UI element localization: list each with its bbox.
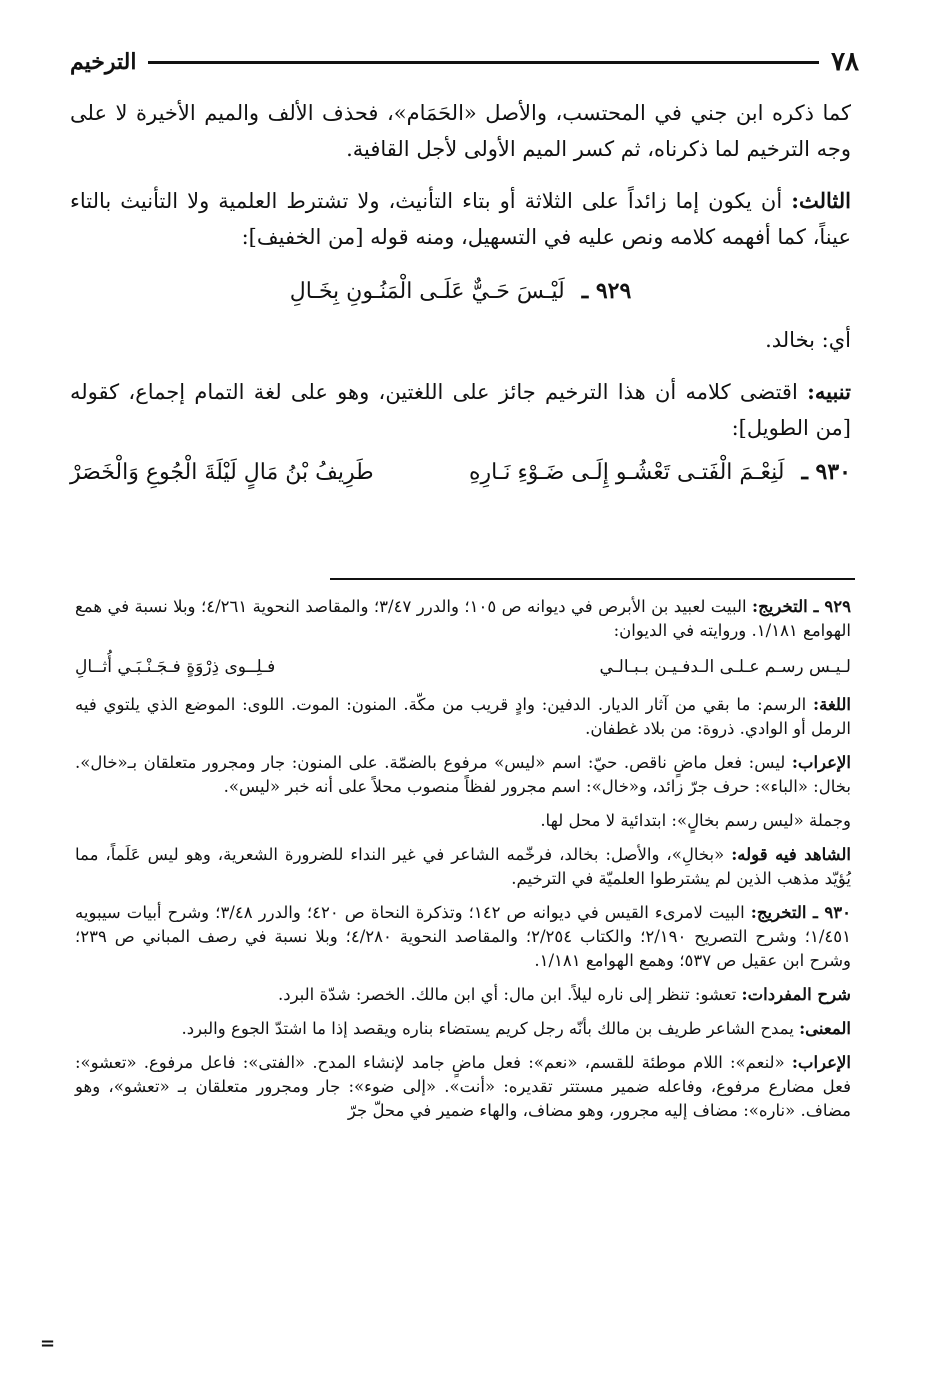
footnote-929-lugha-lead: اللغة: — [813, 695, 851, 714]
footnote-929-takhrij-text: البيت لعبيد بن الأبرص في ديوانه ص ١٠٥؛ والدرر ٣/٤٧؛ والمقاصد النحوية ٤/٢٦١؛ وبلا نسبة في همع الهوامع ١/١٨١. وروايته في الديوان: — [75, 597, 851, 640]
footnote-929-takhrij — [75, 595, 851, 643]
footnote-929-lugha-text: الرسم: ما بقي من آثار الديار. الدفين: وادٍ قريب من مكّة. المنون: الموت. اللوى: الموضع الذي يلتوي فيه الرمل أو الوادي. ذروة: من بلاد غطفان. — [75, 695, 851, 738]
verse-930-number: ٩٣٠ ـ — [801, 459, 851, 485]
paragraph-1: كما ذكره ابن جني في المحتسب، والأصل «الحَمَام»، فحذف الألف والميم الأخيرة لا على وجه الترخيم لما ذكرناه، ثم كسر الميم الأولى لأجل القافية. — [70, 101, 851, 161]
footnote-930-mufradat-lead: شرح المفردات: — [741, 985, 851, 1004]
footnote-930-mana-text: يمدح الشاعر طريف بن مالك بأنّه رجل كريم يستضاء بناره ويقصد إذا ما اشتدّ الجوع والبرد. — [181, 1019, 794, 1038]
footnote-929-shahid-lead: الشاهد فيه قوله: — [731, 845, 851, 864]
footnote-929-verse-second: فـلِــوى ذِرْوَةٍ فـجَـنْـبَـي أُثــالِ — [75, 657, 276, 677]
paragraph-2-lead: الثالث: — [791, 188, 852, 213]
page-header — [70, 42, 859, 82]
footnote-930-mana — [75, 1017, 851, 1041]
header-rule — [148, 61, 819, 64]
footnotes — [75, 595, 851, 1133]
page-number: ٧٨ — [831, 47, 859, 77]
footnote-930-irab-text: «لنعم»: اللام موطئة للقسم، «نعم»: فعل ماضٍ جامد لإنشاء المدح. «الفتى»: فاعل مرفوع. «تعشو»: فعل مضارع مرفوع، وفاعله ضمير مستتر تقديره: «أنت». «إلى ضوء»: جار ومجرور متعلقان بـ «تعشو»، وهو مضاف. «ناره»: مضاف إليه مجرور، وهو مضاف، والهاء ضمير في محلّ جرّ — [75, 1053, 851, 1120]
verse-929-text: لَيْـسَ حَـيٌّ عَلَـى الْمَنُـونِ بِخَـالِ — [289, 279, 565, 304]
verse-930 — [70, 452, 851, 493]
paragraph-4-text: اقتضى كلامه أن هذا الترخيم جائز على اللغتين، وهو على لغة التمام إجماع، كقوله [من الطويل]: — [70, 380, 851, 440]
verse-930-second-hemistich: طَرِيفُ بْنُ مَالٍ لَيْلَةَ الْجُوعِ وَالْخَصَرْ — [70, 460, 374, 485]
footnote-930-irab — [75, 1051, 851, 1123]
paragraph-2 — [70, 183, 851, 255]
running-title: الترخيم — [70, 49, 137, 75]
verse-929-number: ٩٢٩ ـ — [581, 278, 632, 304]
footnote-929-verse-first: لـيـس رسـم عـلـى الـدفـيـن بـبـالـي — [599, 657, 851, 677]
footnote-929-jumla: وجملة «ليس رسم بخالٍ»: ابتدائية لا محل لها. — [540, 811, 851, 830]
footnote-930-takhrij — [75, 901, 851, 973]
footnote-930-irab-lead: الإعراب: — [791, 1053, 851, 1072]
verse-929 — [70, 271, 851, 312]
footnote-930-mufradat-text: تعشو: تنظر إلى ناره ليلاً. ابن مال: أي ابن مالك. الخصر: شدّة البرد. — [277, 985, 737, 1004]
footnote-929-shahid-text: «بخالِ»، والأصل: بخالد، فرخّمه الشاعر في غير النداء للضرورة الشعرية، وهو ليس عَلَماً، مما يُؤيّد مذهب الذين لم يشترطوا العلميّة في الترخيم. — [75, 845, 851, 888]
verse-930-first-hemistich — [469, 452, 851, 493]
footnote-929-irab-lead: الإعراب: — [791, 753, 851, 772]
paragraph-2-text: أن يكون إما زائداً على الثلاثة أو بتاء التأنيث، ولا تشترط العلمية ولا التأنيث بالتاء عيناً، كما أفهمه كلامه ونص عليه في التسهيل، ومنه قوله [من الخفيف]: — [70, 189, 851, 249]
paragraph-3: أي: بخالد. — [765, 328, 851, 352]
footnote-separator — [330, 578, 855, 580]
paragraph-4-lead: تنبيه: — [807, 379, 851, 404]
footnote-929-verse — [75, 653, 851, 681]
footnote-929-shahid — [75, 843, 851, 891]
footnote-930-takhrij-lead: ٩٣٠ ـ التخريج: — [750, 903, 851, 922]
footnote-929-irab-text: ليس: فعل ماضٍ ناقص. حيّ: اسم «ليس» مرفوع بالضمّة. على المنون: جار ومجرور متعلقان بـ«خال». بخال: «الباء»: حرف جرّ زائد، و«خال»: اسم مجرور لفظاً منصوب محلاً على أنه خبر «ليس». — [75, 753, 851, 796]
footnote-929-takhrij-lead: ٩٢٩ ـ التخريج: — [752, 597, 851, 616]
footnote-930-takhrij-text: البيت لامرىء القيس في ديوانه ص ١٤٢؛ وتذكرة النحاة ص ٤٢٠؛ والدرر ٣/٤٨؛ وشرح أبيات سيبويه ١/٤٥١؛ وشرح التصريح ٢/١٩٠؛ والكتاب ٢/٢٥٤؛ والمقاصد النحوية ٤/٢٨٠؛ وبلا نسبة في رصف المباني ص ٢٣٩؛ وشرح ابن عقيل ص ٥٣٧؛ وهمع الهوامع ١/١٨١. — [75, 903, 851, 970]
paragraph-4 — [70, 374, 851, 446]
footnote-930-mufradat — [75, 983, 851, 1007]
footnote-929-irab — [75, 751, 851, 799]
continuation-mark: = — [40, 1333, 56, 1354]
main-text — [70, 95, 851, 493]
verse-930-first-text: لَنِعْـمَ الْفَتـى تَعْشُـو إِلَـى ضَـوْءِ نَـارِهِ — [469, 460, 785, 485]
footnote-929-lugha — [75, 693, 851, 741]
footnote-930-mana-lead: المعنى: — [799, 1019, 851, 1038]
